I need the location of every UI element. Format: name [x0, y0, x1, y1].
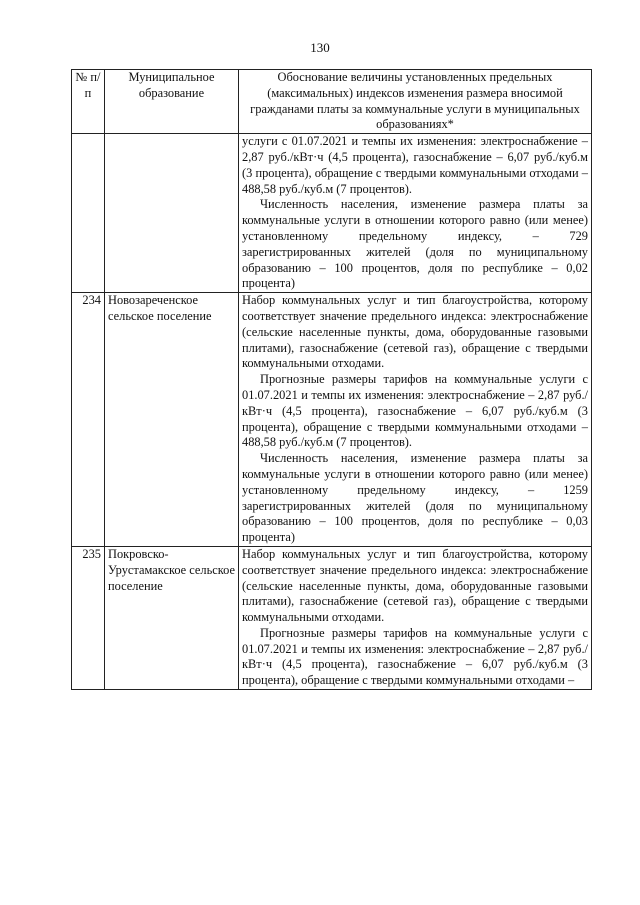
header-municipality: Муниципальное образование — [105, 70, 239, 134]
table-row — [72, 293, 592, 547]
municipality-cell: Новозареченское сельское поселение — [105, 293, 239, 547]
justification-cell — [239, 293, 592, 547]
page-number: 130 — [310, 40, 330, 55]
table-row — [72, 134, 592, 293]
header-number: № п/п — [72, 70, 105, 134]
justification-paragraph: услуги с 01.07.2021 и темпы их изменения: электроснабжение – 2,87 руб./кВт·ч (4,5 процента), газоснабжение – 6,07 руб./куб.м (3 процента), обращение с твердыми коммунальными отходами – 488,58 руб./куб.м (7 процентов). — [242, 134, 588, 196]
justification-paragraph: Набор коммунальных услуг и тип благоустройства, которому соответствует значение предельного индекса: электроснабжение (сельские населенные пункты, дома, оборудованные газовыми плитами), газоснабжение (сетевой газ), обращение с твердыми коммунальными отходами. — [242, 293, 588, 371]
justification-paragraph: Прогнозные размеры тарифов на коммунальные услуги с 01.07.2021 и темпы их изменения: электроснабжение – 2,87 руб./кВт·ч (4,5 процента), газоснабжение – 6,07 руб./куб.м (3 процента), обращение с твердыми коммунальными отходами – 488,58 руб./куб.м (7 процентов). — [242, 372, 588, 450]
justification-paragraph: Численность населения, изменение размера платы за коммунальные услуги в отношении которого равно (или менее) установленному предельному индексу, – 1259 зарегистрированных жителей (доля по муниципальному образованию – 100 процентов, доля по республике – 0,03 процента) — [242, 451, 588, 545]
tariff-index-table — [71, 69, 592, 690]
row-number-cell — [72, 134, 105, 293]
justification-cell — [239, 134, 592, 293]
justification-paragraph: Численность населения, изменение размера платы за коммунальные услуги в отношении которого равно (или менее) установленному предельному индексу, – 729 зарегистрированных жителей (доля по муниципальному образованию – 100 процентов, доля по республике – 0,02 процента) — [242, 197, 588, 291]
row-number-cell: 235 — [72, 546, 105, 689]
municipality-cell: Покровско-Урустамакское сельское поселение — [105, 546, 239, 689]
row-number-cell: 234 — [72, 293, 105, 547]
table-row — [72, 546, 592, 689]
justification-paragraph: Прогнозные размеры тарифов на коммунальные услуги с 01.07.2021 и темпы их изменения: электроснабжение – 2,87 руб./кВт·ч (4,5 процента), газоснабжение – 6,07 руб./куб.м (3 процента), обращение с твердыми коммунальными отходами – — [242, 625, 588, 688]
header-justification: Обоснование величины установленных предельных (максимальных) индексов изменения размера вносимой гражданами платы за коммунальные услуги в муниципальных образованиях* — [239, 70, 592, 134]
justification-cell — [239, 546, 592, 689]
justification-paragraph: Набор коммунальных услуг и тип благоустройства, которому соответствует значение предельного индекса: электроснабжение (сельские населенные пункты, дома, оборудованные газовыми плитами), газоснабжение (сетевой газ), обращение с твердыми коммунальными отходами. — [242, 546, 588, 625]
table-header-row — [72, 70, 592, 134]
municipality-cell — [105, 134, 239, 293]
